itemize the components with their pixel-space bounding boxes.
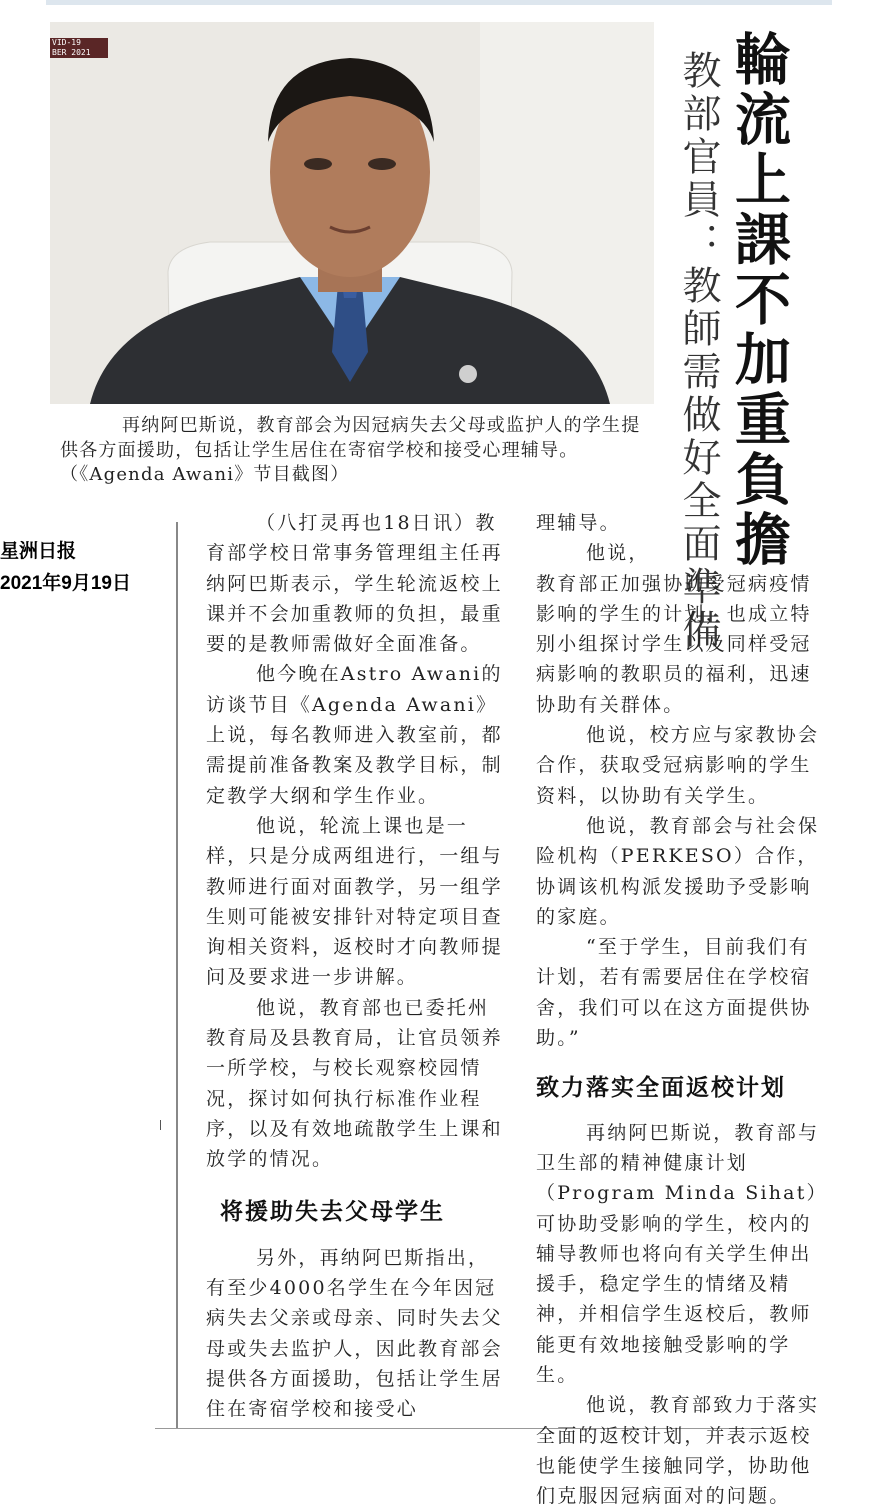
paragraph: 再纳阿巴斯说，教育部与卫生部的精神健康计划（Program Minda Sihat）可协助受影响的学生，校内的辅导教师也将向有关学生伸出援手，稳定学生的情绪及精神，并相信学生返校后，教师能更有效地接触受影响的学生。 [536,1121,828,1387]
paragraph: （八打灵再也18日讯）教育部学校日常事务管理组主任再纳阿巴斯表示，学生轮流返校上课并不会加重教师的负担，最重要的是教师需做好全面准备。 [206,512,503,656]
article-column-1 [206,508,510,1425]
margin-mark [160,1120,161,1130]
paragraph: 另外，再纳阿巴斯指出，有至少4000名学生在今年因冠病失去父亲或母亲、同时失去父母或失去监护人，因此教育部会提供各方面援助，包括让学生居住在寄宿学校和接受心 [206,1246,503,1421]
paragraph: 他说，教育部也已委托州教育局及县教育局，让官员领养一所学校，与校长观察校园情况，探讨如何执行标准作业程序，以及有效地疏散学生上课和放学的情况。 [206,996,503,1171]
section-heading: 将援助失去父母学生 [220,1198,445,1225]
news-photo [50,22,654,404]
tag-line2: BER 2021 [52,48,91,57]
column-rule [176,522,178,1428]
paragraph: 他说，校方应与家教协会合作，获取受冠病影响的学生资料，以协助有关学生。 [536,724,820,807]
paragraph: 他今晚在Astro Awani的访谈节目《Agenda Awani》上说，每名教师进入教室前，都需提前准备教案及教学目标，制定教学大纲和学生作业。 [206,663,503,807]
source-block [0,536,131,600]
section-heading: 致力落实全面返校计划 [536,1075,786,1102]
paragraph: “至于学生，目前我们有计划，若有需要居住在学校宿舍，我们可以在这方面提供协助。” [536,936,812,1050]
photo-caption: 再纳阿巴斯说，教育部会为因冠病失去父母或监护人的学生提供各方面援助，包括让学生居住在寄宿学校和接受心理辅导。（《Agenda Awani》节目截图） [60,415,641,485]
official-portrait-image [50,22,654,404]
top-border [46,0,832,5]
subheadline: 教部官員：教師需做好全面準備 [676,50,721,652]
paragraph: 理辅导。 [536,512,621,534]
tag-line1: VID-19 [52,38,81,47]
article-column-2 [536,508,830,1512]
source-newspaper: 星洲日报 [0,541,77,562]
source-date: 2021年9月19日 [0,573,131,594]
broadcast-tag [50,38,108,58]
paragraph: 他说，教育部会与社会保险机构（PERKESO）合作，协调该机构派发援助予受影响的家庭。 [536,814,820,928]
paragraph: 他说， [586,542,650,565]
headline: 輪流上課不加重負擔 [726,30,791,570]
paragraph: 教育部正加强协助受冠病疫情影响的学生的计划，也成立特别小组探讨学生以及同样受冠病影响的教职员的福利，迅速协助有关群体。 [536,572,812,716]
paragraph: 他说，教育部致力于落实全面的返校计划，并表示返校也能使学生接触同学，协助他们克服因冠病面对的问题。 [536,1394,820,1508]
paragraph: 他说，轮流上课也是一样，只是分成两组进行，一组与教师进行面对面教学，另一组学生则可能被安排针对特定项目查询相关资料，返校时才向教师提问及要求进一步讲解。 [206,814,503,989]
